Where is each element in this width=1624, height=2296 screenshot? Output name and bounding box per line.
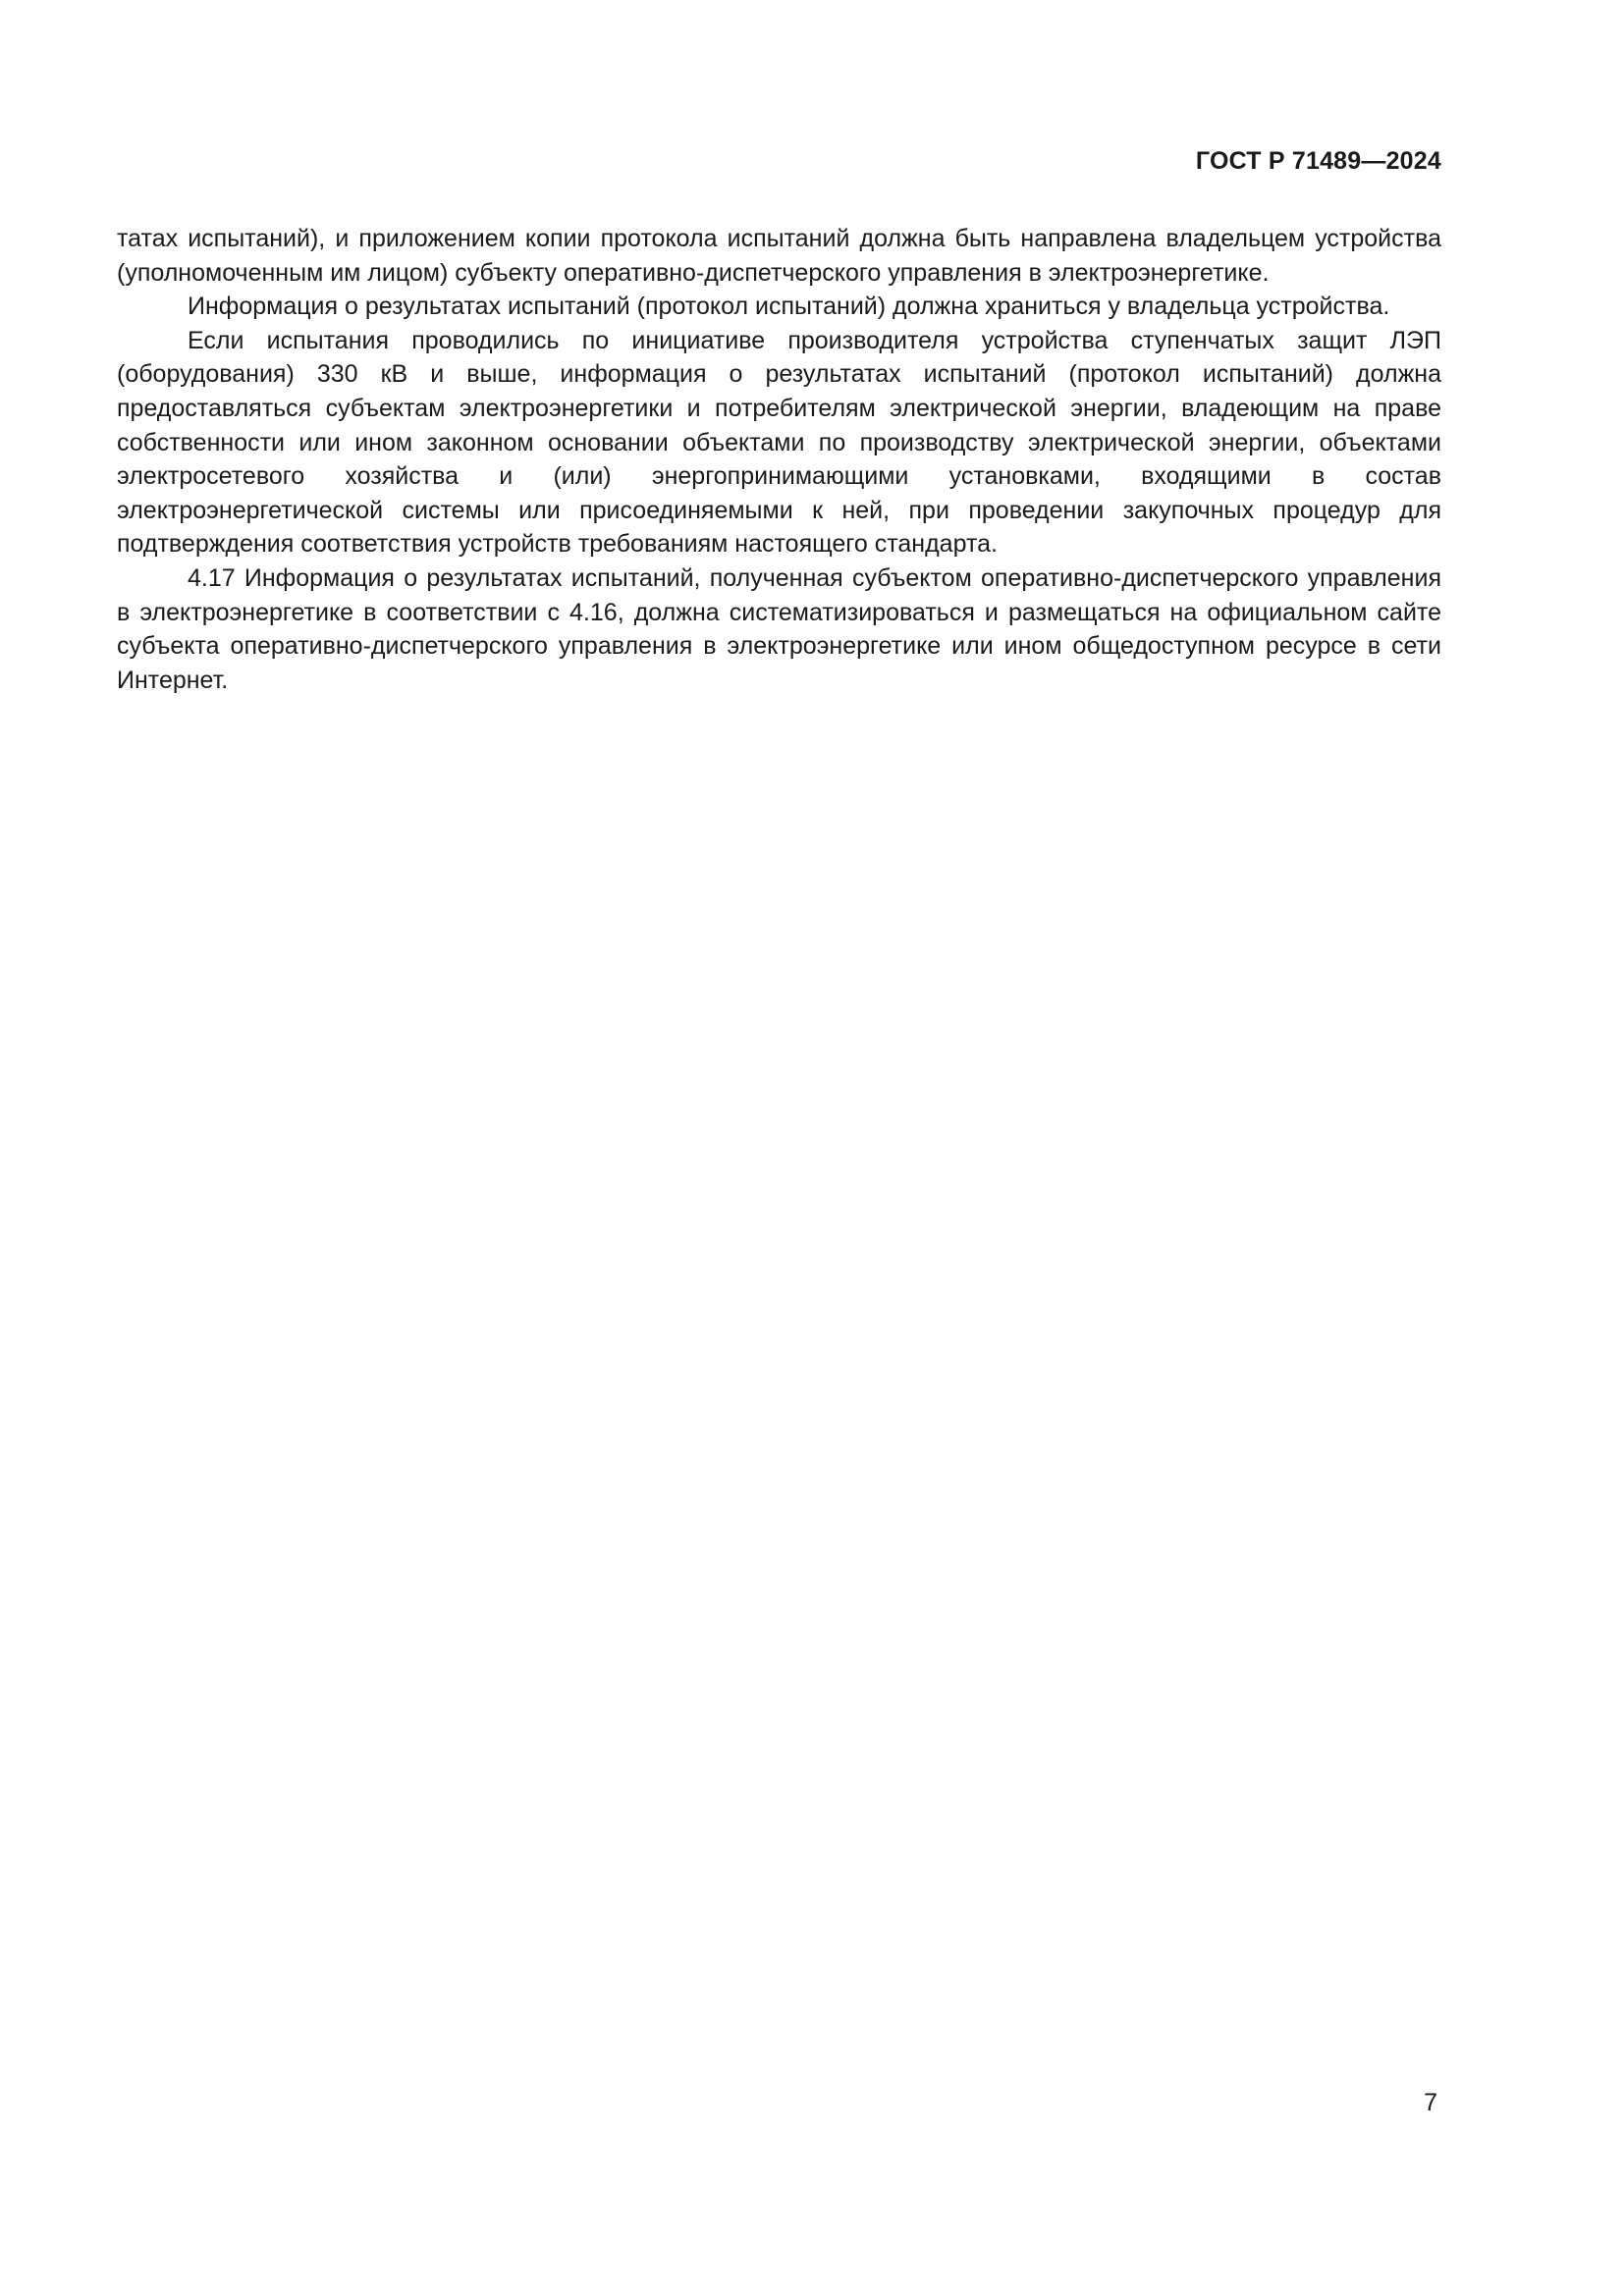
paragraph-clause-4-17: 4.17 Информация о результатах испытаний, полученная субъектом оперативно-диспетчерского управления в электроэнергетике в соответствии с 4.16, должна систематизироваться и размещаться на официальном сайте субъекта оперативно-диспетчерского управления в электроэнергетике или ином общедоступном ресурсе в сети Интернет. (117, 563, 1441, 694)
paragraph-manufacturer-tests: Если испытания проводились по инициативе производителя устройства ступенчатых защит ЛЭП (оборудования) 330 кВ и выше, информация о результатах испытаний (протокол испытаний) должна предоставляться субъектам электроэнергетики и потребителям электрической энергии, владеющим на праве собственности или ином законном основании объектами по производству электрической энергии, объектами электросетевого хозяйства и (или) энергопринимающими установками, входящими в состав электроэнергетической системы или присоединяемыми к ней, при проведении закупочных процедур для подтверждения соответствия устройств требованиям настоящего стандарта. (117, 326, 1441, 559)
document-code: ГОСТ Р 71489—2024 (1195, 147, 1441, 175)
document-body (117, 222, 1441, 697)
paragraph-continuation: татах испытаний), и приложением копии протокола испытаний должна быть направлена владельцем устройства (уполномоченным им лицом) субъекту оперативно-диспетчерского управления в электроэнергетике. (117, 225, 1441, 287)
page-number: 7 (1424, 2089, 1437, 2116)
paragraph-storage: Информация о результатах испытаний (протокол испытаний) должна храниться у владельца устройства. (188, 293, 1390, 321)
